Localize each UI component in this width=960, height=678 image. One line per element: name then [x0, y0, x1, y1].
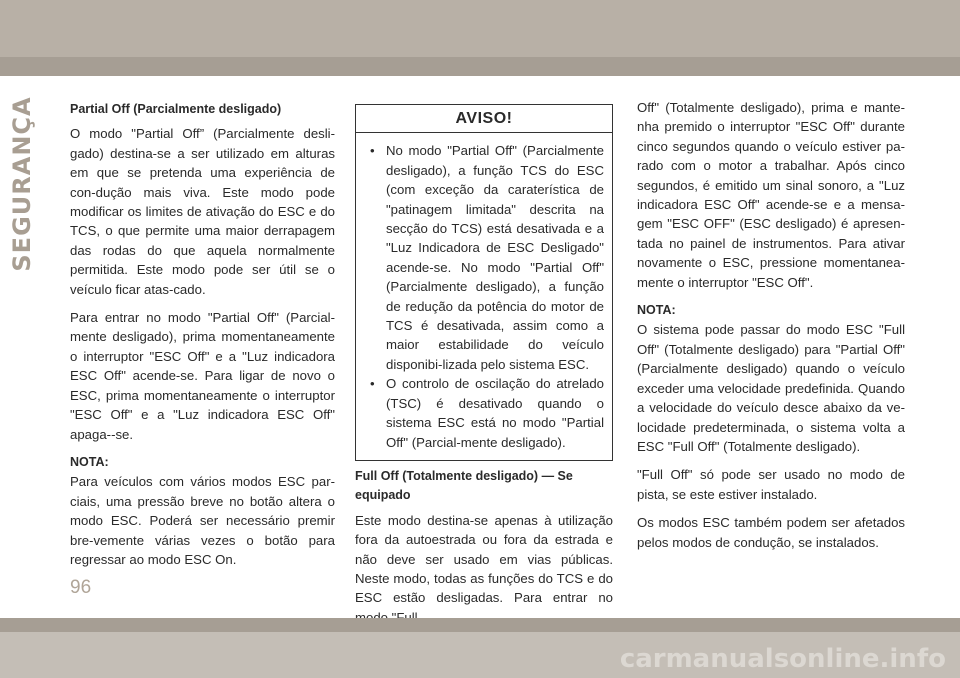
section-label-text: SEGURANÇA — [8, 96, 36, 272]
header-band — [0, 0, 960, 76]
warning-item-text: No modo "Partial Off" (Parcialmente desligado), a função TCS do ESC (com exceção da caraterística de "patinagem limitada" descrita na secção do TCS) está desativada e a "Luz Indicadora de ESC Desligado" acende-se. No modo "Partial Off" (Parcialmente desligado), a função de redução da potência do motor de TCS é desativada, assim como a maior estabilidade do veículo disponibi-lizada pelo sistema ESC. — [386, 143, 604, 372]
header-stripe — [0, 57, 960, 76]
partial-off-heading: Partial Off (Parcialmente desligado) — [70, 102, 282, 116]
partial-off-paragraph-1: O modo "Partial Off” (Parcialmente desli-gado) destina-se a ser utilizado em alturas em que se pretenda uma experiência de con-dução mais viva. Este modo pode modificar os limites de ativação do ESC e do TCS, o que permite uma maior derrapagem das rodas do que aquela normalmente permitida. Este modo pode ser útil se o veículo ficar atas-cado. — [70, 126, 335, 297]
note-text-left: Para veículos com vários modos ESC par-ciais, uma pressão breve no botão altera o modo ESC. Poderá ser necessário premir bre-vemente várias vezes o botão para regressar ao modo ESC On. — [70, 474, 335, 567]
bullet-icon: • — [370, 376, 375, 392]
left-column — [70, 100, 335, 578]
warning-title: AVISO! — [356, 105, 612, 133]
warning-item-text: O controlo de oscilação do atrelado (TSC) é desativado quando o sistema ESC está no modo "Partial Off" (Parcial-mente desligado). — [386, 376, 604, 450]
full-off-heading: Full Off (Totalmente desligado) — Se equipado — [355, 468, 573, 503]
bullet-icon: • — [370, 143, 375, 159]
warning-list — [356, 141, 604, 452]
note-heading-left: NOTA: — [70, 454, 109, 469]
partial-off-paragraph-2: Para entrar no modo "Partial Off" (Parcial-mente desligado), prima momentaneamente o interruptor "ESC Off" e a "Luz indicadora ESC Off" acende-se. Para ligar de novo o ESC, prima momentaneamente o interruptor "ESC Off" e a "Luz indicadora ESC Off" apaga--se. — [70, 310, 335, 442]
section-side-label — [2, 96, 42, 272]
right-column — [637, 98, 905, 561]
note-heading-right: NOTA: — [637, 303, 676, 318]
full-off-track-mode-paragraph: "Full Off" só pode ser usado no modo de pista, se este estiver instalado. — [637, 467, 905, 502]
footer-band — [0, 618, 960, 632]
note-text-right: O sistema pode passar do modo ESC "Full Off" (Totalmente desligado) para "Partial Off" (Parcialmente desligado) quando o veículo exceder uma velocidade predefinida. Quando a velocidade do veículo desce abaixo da ve-locidade predeterminada, o sistema volta a ESC "Full Off" (Totalmente desligado). — [637, 322, 905, 454]
warning-box — [355, 104, 613, 461]
watermark-text: carmanualsonline.info — [619, 644, 946, 674]
page-number: 96 — [70, 577, 92, 598]
middle-column — [355, 104, 613, 636]
warning-item — [370, 141, 604, 374]
esc-modes-paragraph: Os modos ESC também podem ser afetados pelos modos de condução, se instalados. — [637, 515, 905, 550]
warning-item — [370, 374, 604, 452]
full-off-paragraph-1: Este modo destina-se apenas à utilização fora da autoestrada ou fora da estrada e não deve ser usado em vias públicas. Neste modo, todas as funções do TCS e do ESC estão desligadas. Para entrar no — [355, 512, 613, 606]
full-off-paragraph-2: Off" (Totalmente desligado), prima e mante-nha premido o interruptor "ESC Off" durante cinco segundos quando o veículo estiver pa-rado com o motor a trabalhar. Após cinco segundos, é emitido um sinal sonoro, a "Luz indicadora ESC Off" acende-se e a mensa-gem "ESC OFF" (ESC desligado) é apresen-tada no painel de instrumentos. Para ativar novamente o ESC, pressione momentanea-mente o interruptor "ESC Off". — [637, 100, 905, 290]
